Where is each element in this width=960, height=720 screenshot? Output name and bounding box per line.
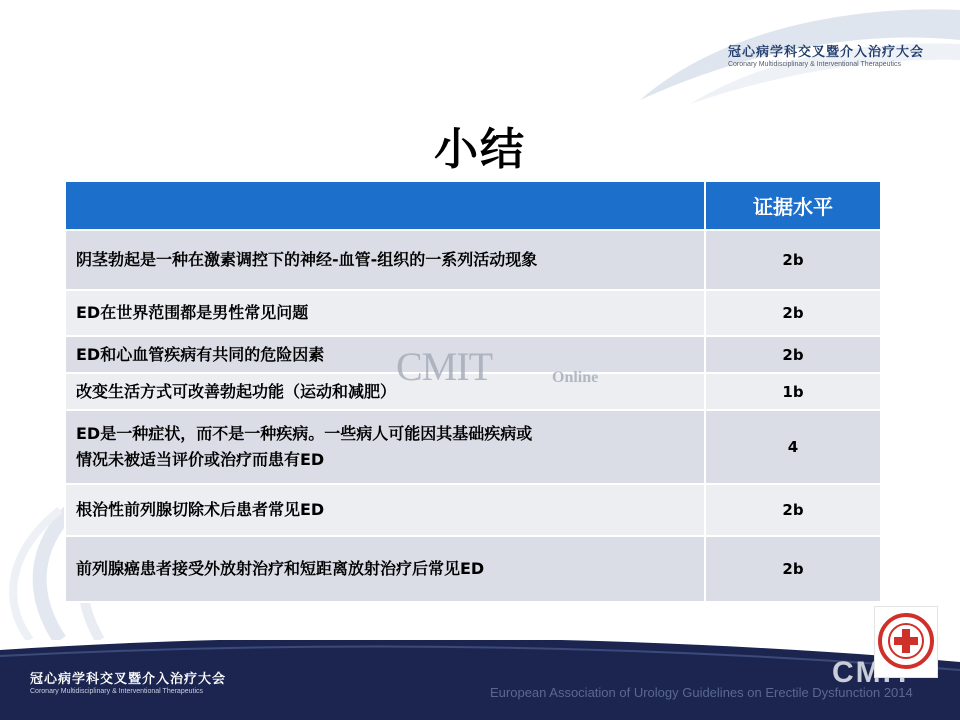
- level-cell: 2b: [705, 336, 881, 373]
- level-cell: 2b: [705, 536, 881, 602]
- footer-logo-en: Coronary Multidisciplinary & Interventional Therapeutics: [30, 688, 204, 695]
- statement-cell: [65, 410, 705, 484]
- footer-cmit-mark: CMIT: [832, 656, 914, 689]
- footer-logo: [30, 668, 226, 695]
- statement-cell: ED和心血管疾病有共同的危险因素: [65, 336, 705, 373]
- statement-cell: 前列腺癌患者接受外放射治疗和短距离放射治疗后常见ED: [65, 536, 705, 602]
- statement-cell: 阴茎勃起是一种在激素调控下的神经-血管-组织的一系列活动现象: [65, 230, 705, 290]
- statement-cell: ED在世界范围都是男性常见问题: [65, 290, 705, 336]
- header-logo-en: Coronary Multidisciplinary & Interventional Therapeutics: [727, 61, 901, 68]
- statement-line: ED是一种症状，而不是一种疾病。一些病人可能因其基础疾病或: [76, 424, 533, 443]
- header-cell-level: 证据水平: [705, 181, 881, 230]
- header-logo: [728, 41, 924, 68]
- watermark-sub: Online: [552, 369, 599, 386]
- table-row: [65, 230, 881, 290]
- table-row: [65, 410, 881, 484]
- table-header-row: [65, 181, 881, 230]
- footer-logo-cn: 冠心病学科交叉暨介入治疗大会: [30, 672, 227, 687]
- statement-line: 情况未被适当评价或治疗而患有ED: [76, 450, 325, 469]
- cmit-watermark: [396, 343, 599, 393]
- level-cell: 2b: [705, 484, 881, 536]
- header-cell-statement: [65, 181, 705, 230]
- footer-reference: European Association of Urology Guidelines on Erectile Dysfunction 2014: [490, 685, 913, 700]
- statement-cell: 根治性前列腺切除术后患者常见ED: [65, 484, 705, 536]
- table-row: [65, 536, 881, 602]
- hospital-emblem-icon: [874, 606, 938, 678]
- level-cell: 4: [705, 410, 881, 484]
- header-logo-cn: 冠心病学科交叉暨介入治疗大会: [727, 45, 924, 60]
- level-cell: 1b: [705, 373, 881, 410]
- statement-cell: 改变生活方式可改善勃起功能（运动和减肥）: [65, 373, 705, 410]
- table-row: [65, 290, 881, 336]
- page-title: 小结: [434, 124, 526, 175]
- level-cell: 2b: [705, 290, 881, 336]
- watermark-main: CMIT: [396, 344, 492, 389]
- table-row: [65, 484, 881, 536]
- level-cell: 2b: [705, 230, 881, 290]
